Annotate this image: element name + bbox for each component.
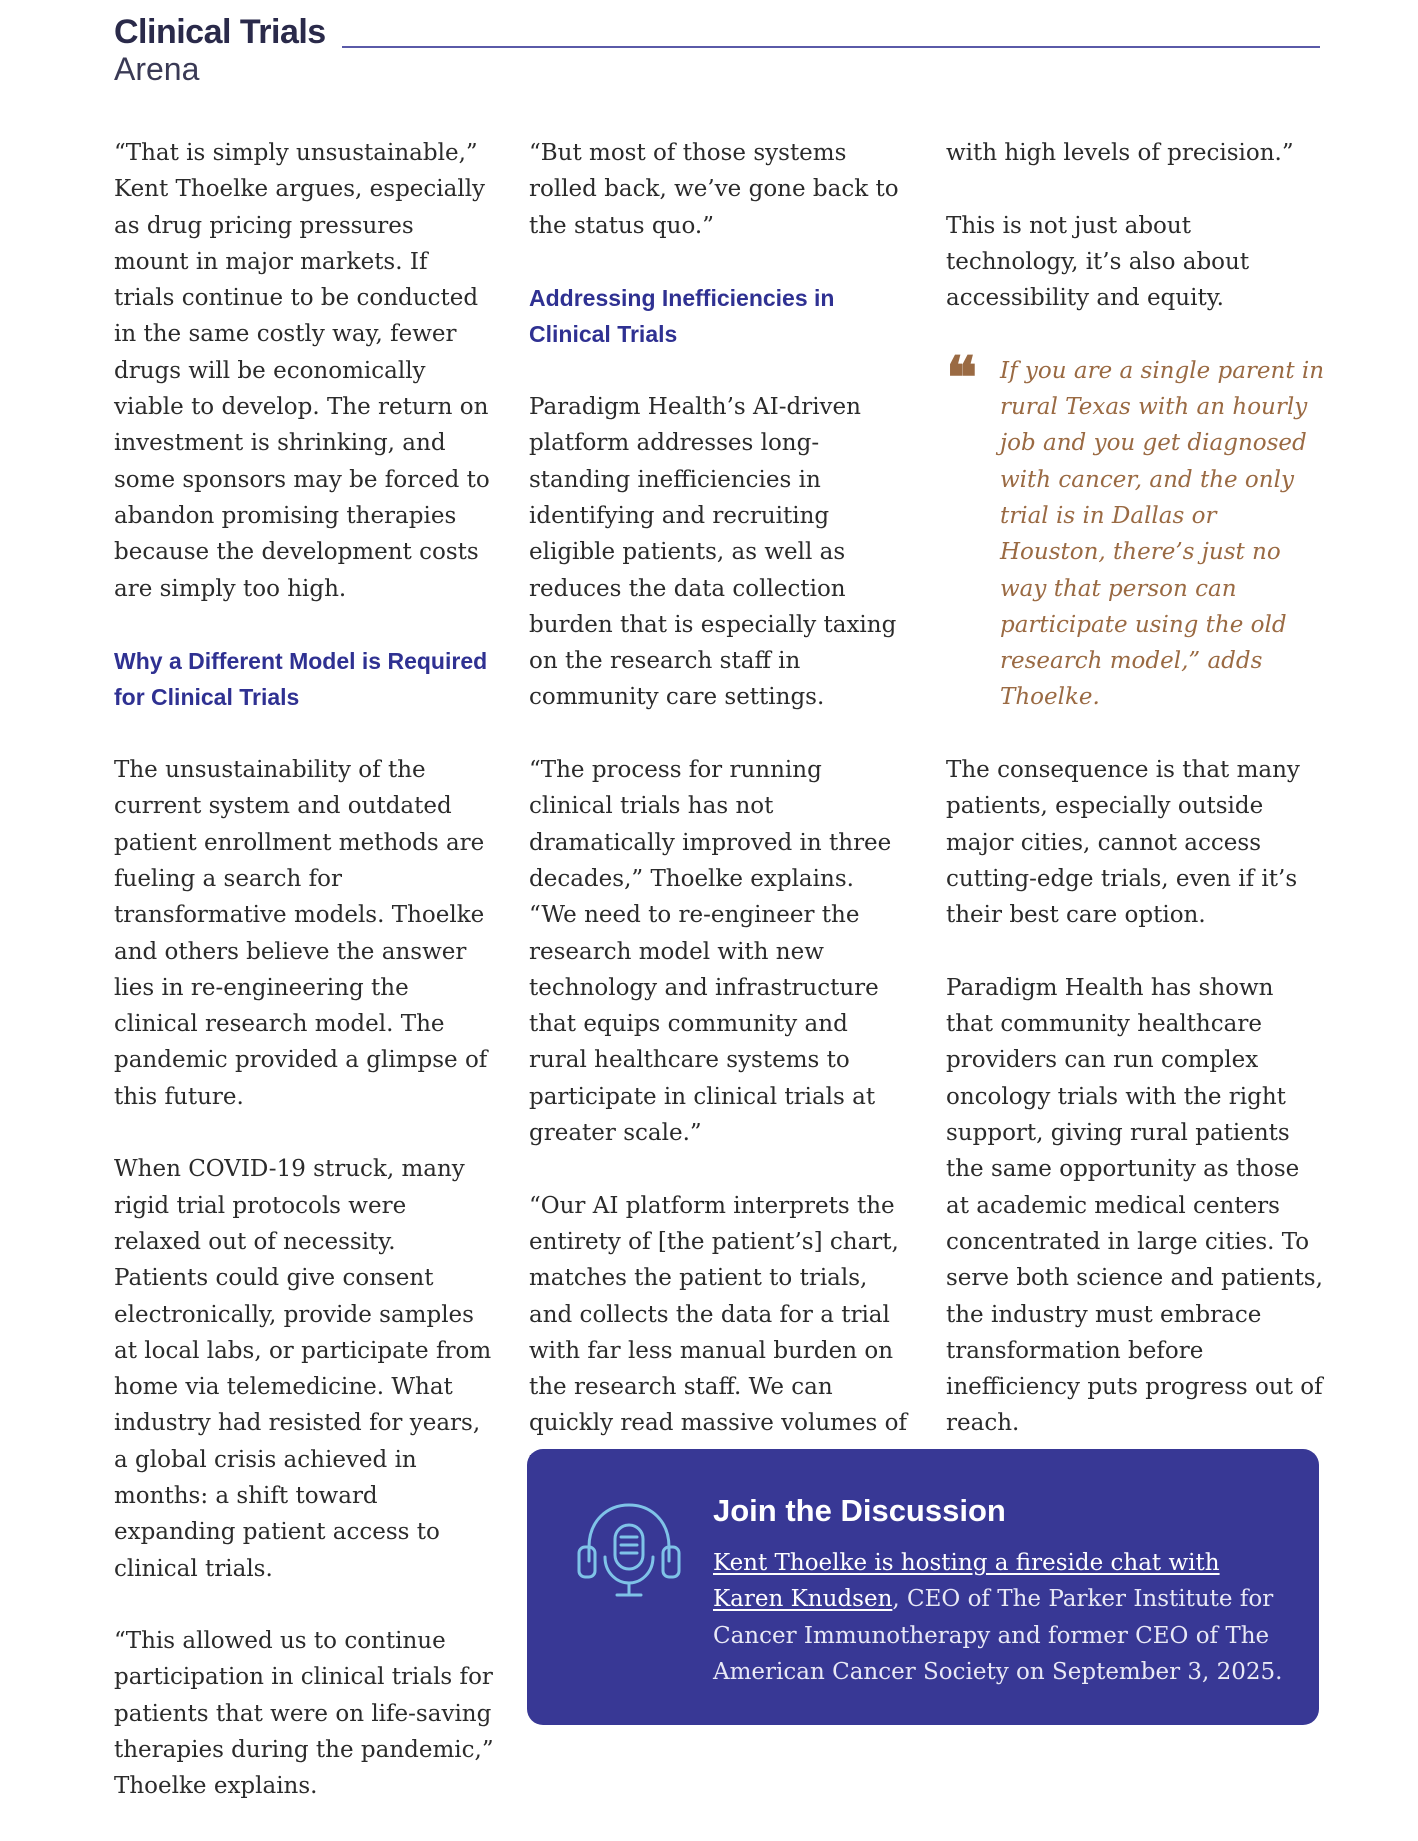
article-column-3 xyxy=(946,135,1326,1478)
section-heading: Addressing Inefficiencies in Clinical Trials xyxy=(529,285,835,348)
paragraph: “That is simply unsustainable,” Kent Thoelke argues, especially as drug pricing pressures mount in major markets. If trials continue to be conducted in the same costly way, fewer drugs will be economically viable to develop. The return on investment is shrinking, and some sponsors may be forced to abandon promising therapies because the development costs are simply too high. xyxy=(114,140,490,602)
paragraph: “This allowed us to continue participation in clinical trials for patients that were on life-saving therapies during the pandemic,” Thoelke explains. xyxy=(114,1628,494,1800)
header-divider xyxy=(342,46,1320,48)
paragraph: “Our AI platform interprets the entirety of [the patient’s] chart, matches the patient to trials, and collects the data for a trial with far less manual burden on the research staff. We can quickly read massive volumes of xyxy=(529,1192,908,1437)
pull-quote-text: If you are a single parent in rural Texas with an hourly job and you get diagnosed with cancer, and the only trial is in Dallas or Houston, there’s just no way that person can participate using the old research model,” adds Thoelke. xyxy=(1000,357,1325,711)
section-heading: Why a Different Model is Required for Clinical Trials xyxy=(114,648,488,711)
paragraph: “The process for running clinical trials has not dramatically improved in three decades,” Thoelke explains. “We need to re-engineer the research model with new technology and infrastructure that equips community and rural healthcare systems to participate in clinical trials at greater scale.” xyxy=(529,757,892,1147)
discussion-callout xyxy=(527,1449,1319,1725)
callout-body-text: , CEO of The Parker Institute for Cancer Immunotherapy and former CEO of The American Cancer Society on September 3, 2025. xyxy=(713,1586,1283,1685)
paragraph: Paradigm Health’s AI-driven platform addresses long-standing inefficiencies in identifying and recruiting eligible patients, as well as reduces the data collection burden that is especially taxing on the research staff in community care settings. xyxy=(529,394,897,711)
quote-mark-icon: ❝ xyxy=(946,343,978,412)
masthead xyxy=(114,12,326,86)
article-column-1 xyxy=(114,135,494,1841)
paragraph: This is not just about technology, it’s also about accessibility and equity. xyxy=(946,212,1250,312)
pull-quote xyxy=(946,343,1326,716)
article-column-2 xyxy=(529,135,909,1514)
callout-body xyxy=(713,1545,1283,1690)
brand-subtitle: Arena xyxy=(114,51,200,87)
paragraph: The consequence is that many patients, especially outside major cities, cannot access cutting-edge trials, even if it’s their best care option. xyxy=(946,757,1300,929)
paragraph: When COVID-19 struck, many rigid trial protocols were relaxed out of necessity. Patients could give consent electronically, provide samples at local labs, or participate from home via telemedicine. What industry had resisted for years, a global crisis achieved in months: a shift toward expanding patient access to clinical trials. xyxy=(114,1156,492,1582)
event-link[interactable]: Kent Thoelke is hosting a fireside chat with Karen Knudsen xyxy=(713,1550,1220,1613)
paragraph: Paradigm Health has shown that community healthcare providers can run complex oncology trials with the right support, giving rural patients the same opportunity as those at academic medical centers concentrated in large cities. To serve both science and patients, the industry must embrace transformation before inefficiency puts progress out of reach. xyxy=(946,974,1323,1437)
paragraph: The unsustainability of the current system and outdated patient enrollment methods are fueling a search for transformative models. Thoelke and others believe the answer lies in re-engineering the clinical research model. The pandemic provided a glimpse of this future. xyxy=(114,757,488,1110)
paragraph: “But most of those systems rolled back, we’ve gone back to the status quo.” xyxy=(529,140,899,239)
callout-title: Join the Discussion xyxy=(713,1493,1006,1528)
paragraph: with high levels of precision.” xyxy=(946,140,1294,166)
podcast-microphone-icon xyxy=(571,1491,687,1607)
brand-title: Clinical Trials xyxy=(114,13,326,51)
